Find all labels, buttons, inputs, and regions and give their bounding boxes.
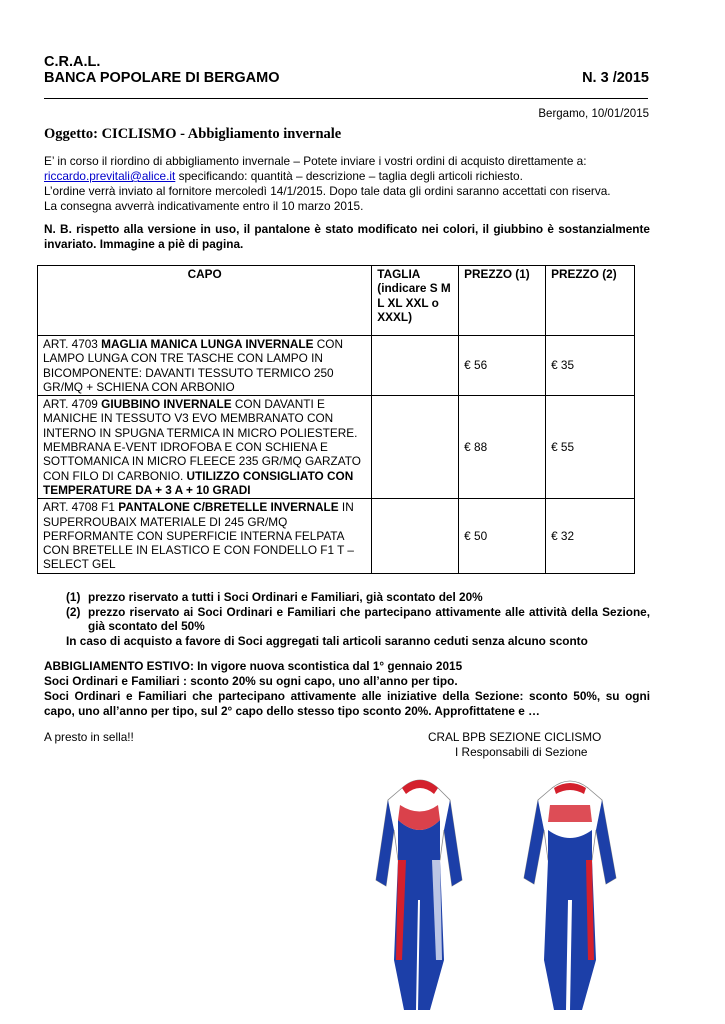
price2-cell: € 35 (546, 336, 635, 396)
signature-line-2: I Responsabili di Sezione (455, 745, 588, 759)
cycling-kit-image (340, 760, 670, 1020)
note-2-number: (2) (66, 604, 81, 619)
col-header-prezzo1: PREZZO (1) (459, 266, 546, 336)
intro-line-2 (44, 169, 650, 184)
item-name: PANTALONE C/BRETELLE INVERNALE (118, 500, 339, 515)
email-link[interactable]: riccardo.previtali@alice.it (44, 169, 176, 183)
item-desc-bold: UTILIZZO CONSIGLIATO CON TEMPERATURE DA + 3 A + 10 GRADI (43, 468, 354, 497)
item-art: ART. 4709 (43, 397, 102, 412)
price2-cell: € 55 (546, 396, 635, 499)
circular-number: N. 3 /2015 (582, 70, 649, 86)
item-desc: IN SUPERROUBAIX MATERIALE DI 245 GR/MQ PERFORMANTE CON SUPERFICIE INTERNA FELPATA CON BRETELLE IN ELASTICO E CON FONDELLO F1 T – SELECT GEL (43, 500, 354, 572)
note-2-text: prezzo riservato ai Soci Ordinari e Familiari che partecipano attivamente alle attività della Sezione, già scontato del 50% (88, 604, 650, 633)
summer-line-1: ABBIGLIAMENTO ESTIVO: In vigore nuova scontistica dal 1° gennaio 2015 (44, 659, 463, 673)
intro-line-4: La consegna avverrà indicativamente entro il 10 marzo 2015. (44, 199, 364, 213)
item-description (38, 336, 372, 396)
intro-line-1: E’ in corso il riordino di abbigliamento invernale – Potete inviare i vostri ordini di acquisto direttamente a: (44, 154, 587, 168)
closing-greeting: A presto in sella!! (44, 730, 134, 744)
price1-cell: € 56 (459, 336, 546, 396)
subject-line: Oggetto: CICLISMO - Abbigliamento invernale (44, 126, 342, 142)
item-art: ART. 4708 F1 (43, 500, 119, 515)
header-rule (44, 98, 648, 99)
item-name: MAGLIA MANICA LUNGA INVERNALE (101, 337, 314, 351)
col-header-capo: CAPO (38, 266, 372, 336)
front-kit-figure (376, 780, 462, 1010)
item-name: GIUBBINO INVERNALE (101, 397, 232, 412)
intro-paragraph (44, 154, 650, 214)
note-1-number: (1) (66, 590, 81, 604)
size-cell[interactable] (372, 396, 459, 499)
summer-line-3: Soci Ordinari e Familiari che partecipano attivamente alle iniziative della Sezione: sconto 50%, su ogni capo, uno all’anno per tipo, sul 2° capo dello stesso tipo sconto 20%. Approfittatene e … (44, 689, 650, 718)
item-desc: CON DAVANTI E MANICHE IN TESSUTO V3 EVO MEMBRANATO CON INTERNO IN SPUGNA TERMICA IN MICRO POLIESTERE. MEMBRANA E-VENT IDROFOBA E CON SCHIENA E SOTTOMANICA IN MICRO FLEECE 235 GR/MQ GARZATO CON FILO DI CARBONIO. (43, 397, 361, 483)
item-description (38, 396, 372, 499)
price1-cell: € 88 (459, 396, 546, 499)
note-2 (44, 605, 650, 634)
col-header-prezzo2: PREZZO (2) (546, 266, 635, 336)
back-kit-figure (524, 781, 616, 1010)
table-row (38, 336, 635, 396)
table-row (38, 499, 635, 573)
table-row (38, 396, 635, 499)
summer-clothing-section (44, 659, 650, 719)
item-description (38, 499, 372, 573)
item-desc: CON LAMPO LUNGA CON TRE TASCHE CON LAMPO IN BICOMPONENTE: DAVANTI TESSUTO TERMICO 250 GR/MQ + SCHIENA CON ARBONIO (43, 337, 343, 394)
note-1-text: prezzo riservato a tutti i Soci Ordinari e Familiari, già scontato del 20% (88, 590, 483, 604)
note-1 (44, 590, 650, 605)
price1-cell: € 50 (459, 499, 546, 573)
price-notes (44, 590, 650, 648)
bank-name: BANCA POPOLARE DI BERGAMO (44, 70, 280, 86)
signature-line-1: CRAL BPB SEZIONE CICLISMO (428, 730, 602, 744)
size-cell[interactable] (372, 499, 459, 573)
intro-line-3: L’ordine verrà inviato al fornitore mercoledì 14/1/2015. Dopo tale data gli ordini saranno accettati con riserva. (44, 184, 611, 198)
intro-line-2-text: specificando: quantità – descrizione – taglia degli articoli richiesto. (175, 169, 523, 183)
col-header-taglia: TAGLIA (indicare S M L XL XXL o XXXL) (372, 266, 459, 336)
summer-line-2: Soci Ordinari e Familiari : sconto 20% su ogni capo, uno all’anno per tipo. (44, 674, 458, 688)
price2-cell: € 32 (546, 499, 635, 573)
document-date: Bergamo, 10/01/2015 (538, 108, 649, 120)
size-cell[interactable] (372, 336, 459, 396)
table-header-row (38, 266, 635, 336)
item-art: ART. 4703 (43, 337, 102, 351)
note-3: In caso di acquisto a favore di Soci aggregati tali articoli saranno ceduti senza alcuno sconto (66, 633, 588, 648)
org-name: C.R.A.L. (44, 54, 101, 70)
nb-note: N. B. rispetto alla versione in uso, il pantalone è stato modificato nei colori, il giubbino è sostanzialmente invariato. Immagine a piè di pagina. (44, 222, 650, 251)
items-table (37, 265, 635, 574)
